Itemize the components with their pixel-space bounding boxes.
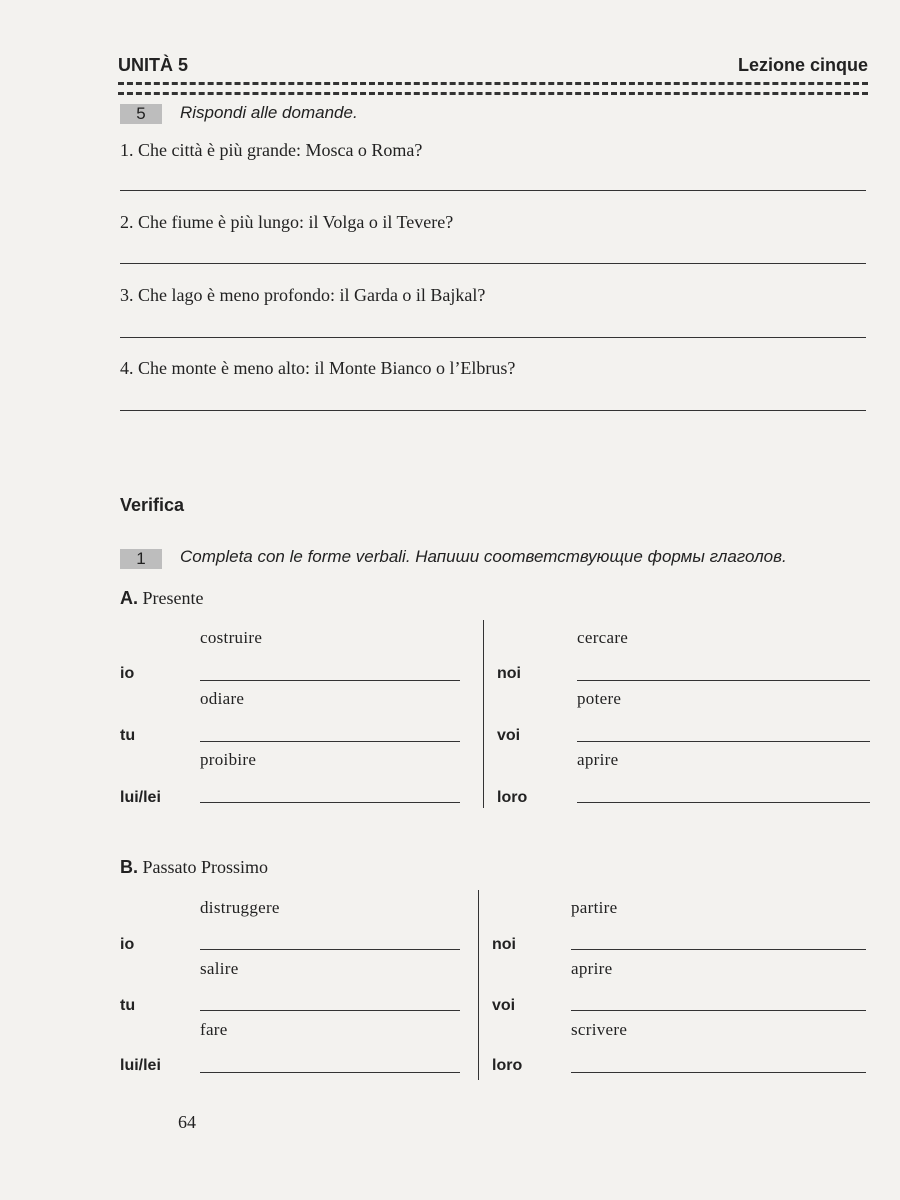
- pronoun-label: voi: [497, 727, 521, 744]
- question-4: 4. Che monte è meno alto: il Monte Bianco o l’Elbrus?: [120, 358, 516, 378]
- answer-line[interactable]: [200, 949, 460, 950]
- answer-line-3[interactable]: [120, 337, 866, 338]
- exercise-instruction: Completa con le forme verbali. Напиши соответствующие формы глаголов.: [180, 547, 787, 566]
- page-number: 64: [178, 1112, 196, 1132]
- header-divider-bottom: [118, 92, 868, 95]
- pronoun-label: voi: [492, 997, 516, 1014]
- answer-line[interactable]: [577, 680, 870, 681]
- pronoun-label: lui/lei: [120, 1057, 161, 1074]
- pronoun-label: loro: [492, 1057, 523, 1074]
- answer-line[interactable]: [577, 741, 870, 742]
- answer-line[interactable]: [571, 1072, 866, 1073]
- answer-line[interactable]: [200, 1010, 460, 1011]
- pronoun-label: loro: [497, 789, 528, 806]
- pronoun-label: lui/lei: [120, 789, 161, 806]
- column-divider: [478, 890, 479, 1080]
- unit-label: UNITÀ 5: [118, 55, 189, 75]
- verb-label: odiare: [200, 689, 245, 708]
- verb-label: proibire: [200, 750, 257, 769]
- part-b-title: [120, 857, 268, 878]
- part-b-letter: B.: [120, 857, 138, 877]
- pronoun-label: io: [120, 936, 135, 953]
- pronoun-label: noi: [497, 665, 521, 682]
- answer-line[interactable]: [571, 1010, 866, 1011]
- column-divider: [483, 620, 484, 808]
- verb-label: fare: [200, 1020, 228, 1039]
- pronoun-label: io: [120, 665, 135, 682]
- answer-line[interactable]: [200, 741, 460, 742]
- answer-line-4[interactable]: [120, 410, 866, 411]
- answer-line[interactable]: [200, 1072, 460, 1073]
- page-header: [118, 55, 868, 83]
- question-1: 1. Che città è più grande: Mosca o Roma?: [120, 140, 423, 160]
- exercise-instruction: Rispondi alle domande.: [180, 103, 358, 122]
- answer-line-2[interactable]: [120, 263, 866, 264]
- verb-label: salire: [200, 959, 239, 978]
- answer-line[interactable]: [571, 949, 866, 950]
- answer-line[interactable]: [200, 680, 460, 681]
- verb-label: partire: [571, 898, 618, 917]
- verb-label: costruire: [200, 628, 263, 647]
- answer-line[interactable]: [200, 802, 460, 803]
- part-a-title: [120, 588, 203, 609]
- part-a-letter: A.: [120, 588, 138, 608]
- verb-label: scrivere: [571, 1020, 628, 1039]
- answer-line-1[interactable]: [120, 190, 866, 191]
- pronoun-label: tu: [120, 997, 136, 1014]
- exercise-number-badge: 5: [120, 104, 162, 124]
- verb-label: aprire: [571, 959, 613, 978]
- verb-label: potere: [577, 689, 622, 708]
- pronoun-label: noi: [492, 936, 516, 953]
- lesson-label: Lezione cinque: [737, 55, 868, 75]
- verb-label: aprire: [577, 750, 619, 769]
- question-2: 2. Che fiume è più lungo: il Volga o il Tevere?: [120, 212, 454, 232]
- verb-label: distruggere: [200, 898, 280, 917]
- answer-line[interactable]: [577, 802, 870, 803]
- part-b-tense: Passato Prossimo: [142, 857, 269, 877]
- part-a-tense: Presente: [142, 588, 204, 608]
- verb-label: cercare: [577, 628, 629, 647]
- section-title: Verifica: [120, 495, 185, 515]
- exercise-number-badge: 1: [120, 549, 162, 569]
- header-divider-top: [118, 82, 868, 85]
- question-3: 3. Che lago è meno profondo: il Garda o il Bajkal?: [120, 285, 486, 305]
- pronoun-label: tu: [120, 727, 136, 744]
